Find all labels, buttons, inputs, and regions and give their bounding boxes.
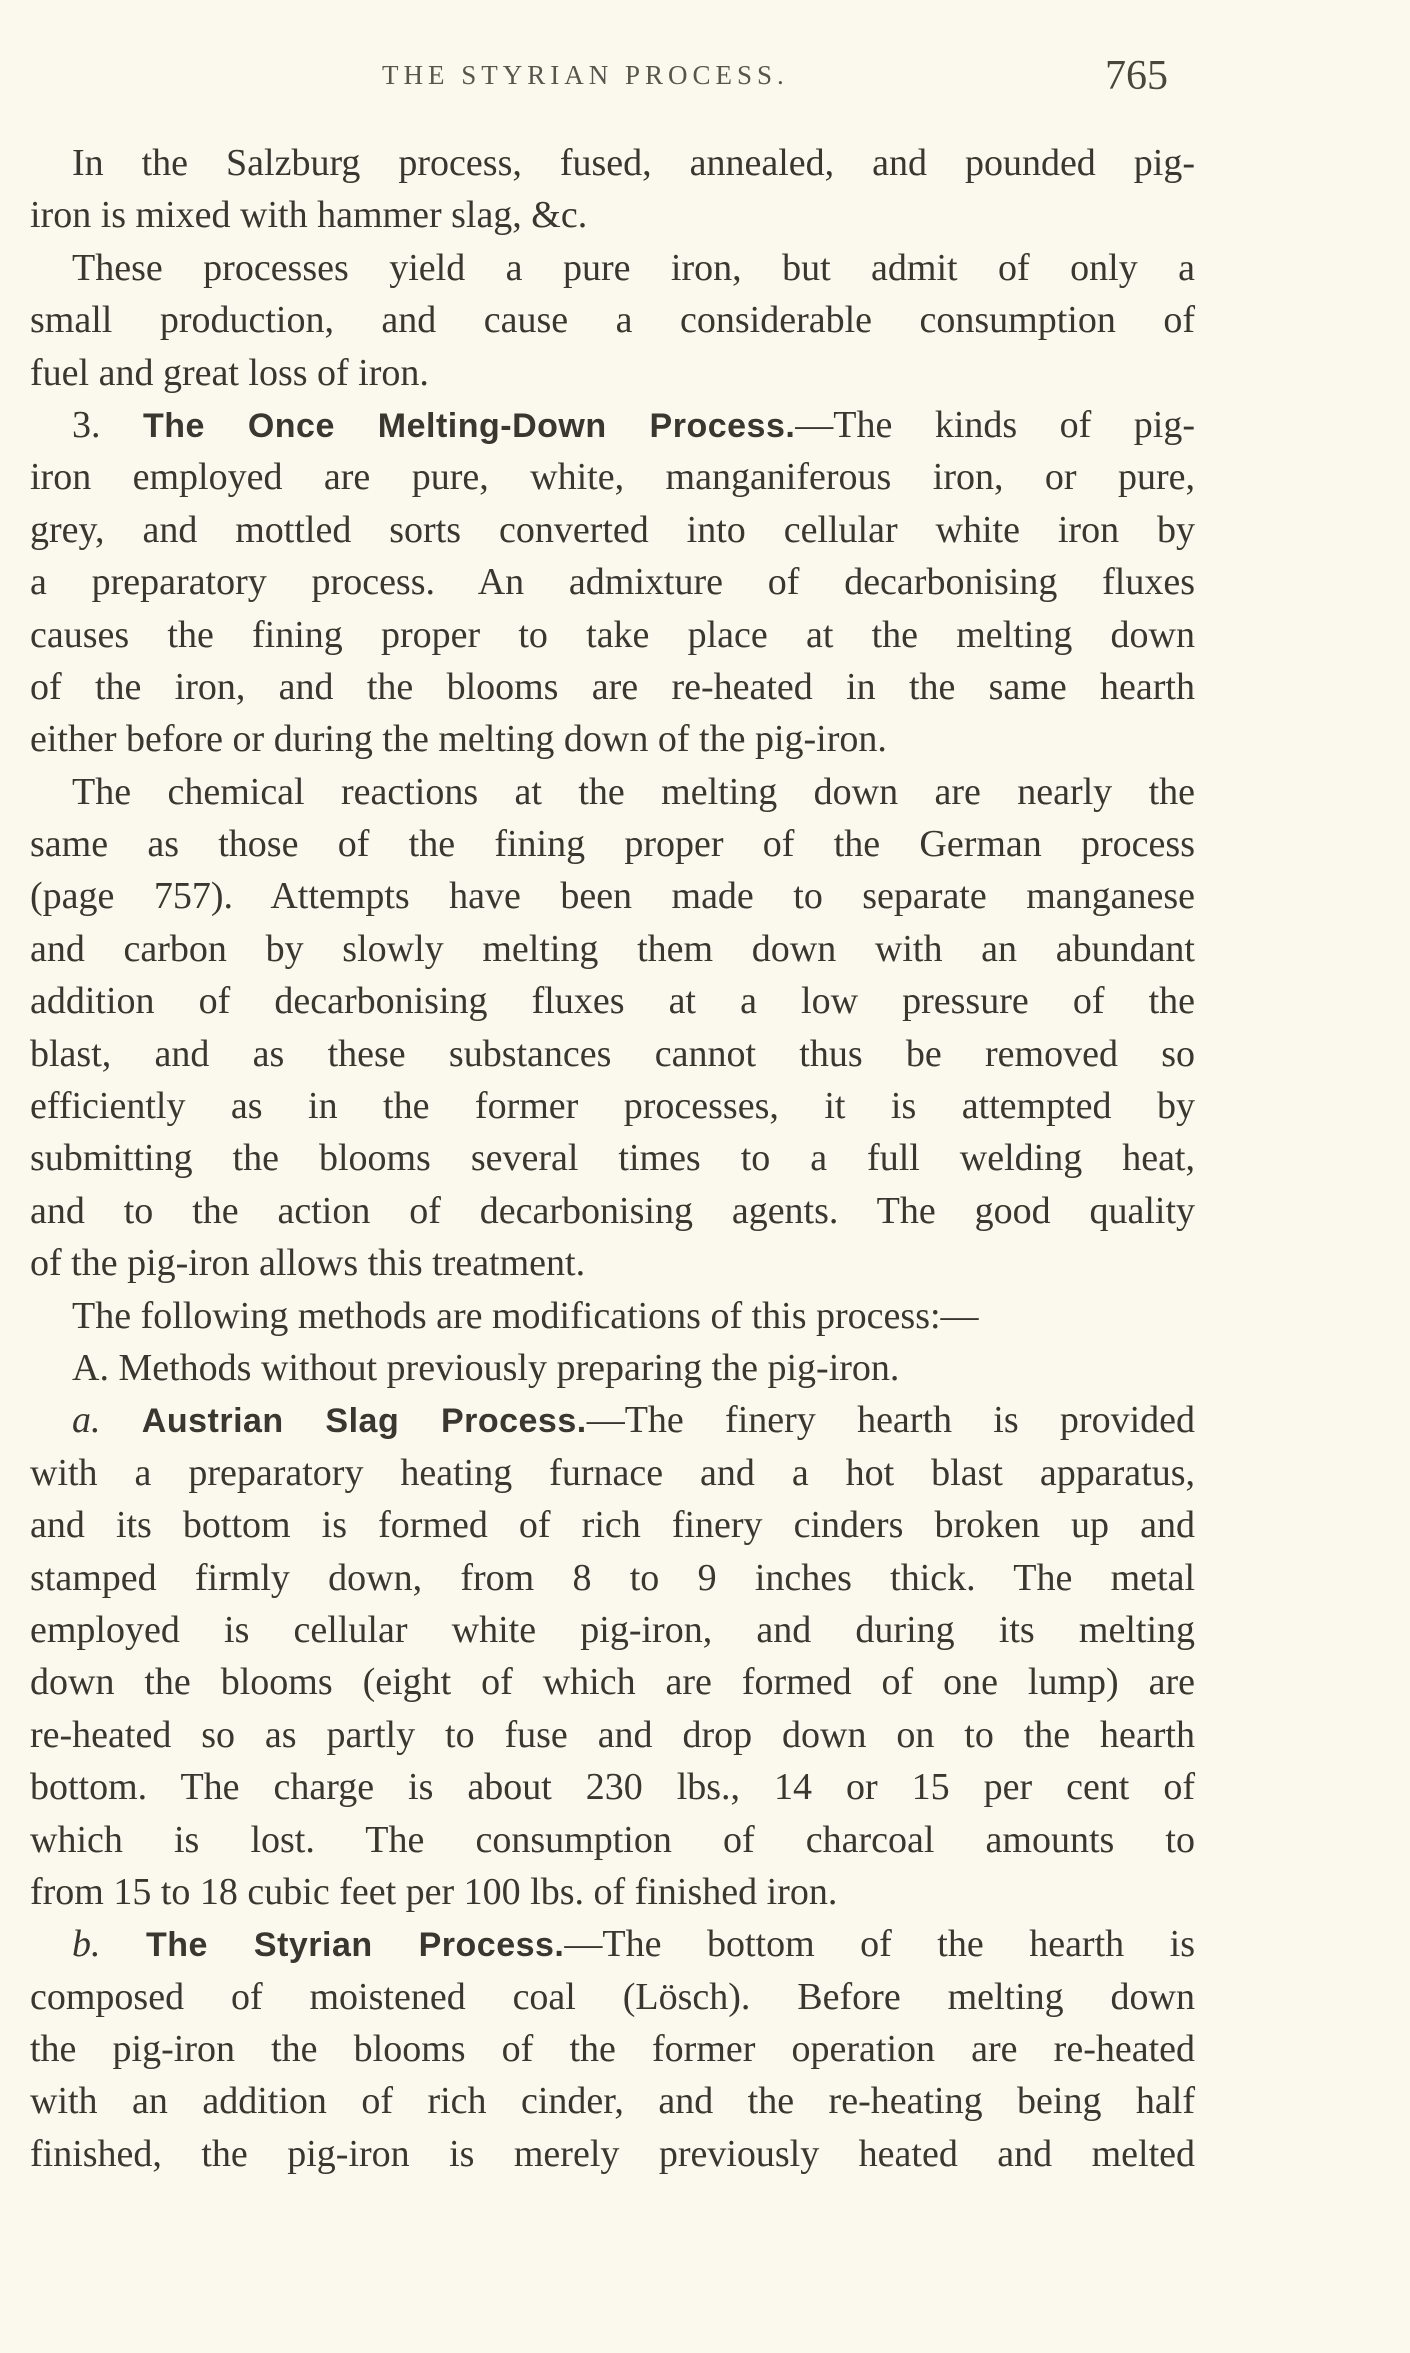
body-text — [30, 137, 1195, 2180]
text-line: stamped firmly down, from 8 to 9 inches thick. The metal — [30, 1556, 1195, 1599]
text-line: and its bottom is formed of rich finery cinders broken up and — [30, 1504, 1195, 1547]
text-line: the pig-iron the blooms of the former operation are re-heated — [30, 2028, 1195, 2071]
text-line: from 15 to 18 cubic feet per 100 lbs. of finished iron. — [30, 1870, 838, 1913]
text-line: same as those of the fining proper of the German process — [30, 823, 1195, 866]
text-run: —The bottom of the hearth is — [564, 1923, 1195, 1966]
page-number: 765 — [1105, 53, 1168, 99]
text-line: with an addition of rich cinder, and the re-heating being half — [30, 2080, 1195, 2123]
text-line: submitting the blooms several times to a full welding heat, — [30, 1137, 1195, 1180]
text-line: blast, and as these substances cannot thus be removed so — [30, 1032, 1195, 1075]
text-line: and carbon by slowly melting them down with an abundant — [30, 927, 1195, 970]
subsection-heading: Austrian Slag Process. — [141, 1402, 587, 1441]
text-line: either before or during the melting down of the pig-iron. — [30, 718, 887, 761]
section-number: 3. — [72, 403, 101, 446]
text-line: grey, and mottled sorts converted into cellular white iron by — [30, 508, 1195, 551]
text-line: These processes yield a pure iron, but admit of only a — [72, 246, 1195, 289]
subsection-heading-line — [30, 1394, 1195, 1446]
text-line: with a preparatory heating furnace and a hot blast apparatus, — [30, 1451, 1195, 1494]
text-line: finished, the pig-iron is merely previously heated and melted — [30, 2132, 1195, 2175]
subsection-letter: a. — [72, 1399, 101, 1442]
text-line: bottom. The charge is about 230 lbs., 14 or 15 per cent of — [30, 1766, 1195, 1809]
text-line: A. Methods without previously preparing the pig-iron. — [72, 1346, 900, 1389]
text-line: The following methods are modifications of this process:— — [72, 1294, 979, 1337]
text-line: and to the action of decarbonising agents. The good quality — [30, 1189, 1195, 1232]
text-run: —The kinds of pig- — [795, 403, 1195, 446]
text-line: (page 757). Attempts have been made to separate manganese — [30, 875, 1195, 918]
text-line: down the blooms (eight of which are formed of one lump) are — [30, 1661, 1195, 1704]
subsection-heading: The Styrian Process. — [146, 1926, 565, 1965]
text-line: composed of moistened coal (Lösch). Before melting down — [30, 1975, 1195, 2018]
subsection-heading-line — [30, 1918, 1195, 1970]
text-line: of the pig-iron allows this treatment. — [30, 1242, 586, 1285]
text-line: small production, and cause a considerable consumption of — [30, 299, 1195, 342]
running-title: THE STYRIAN PROCESS. — [382, 60, 789, 90]
text-line: employed is cellular white pig-iron, and during its melting — [30, 1608, 1195, 1651]
text-run: —The finery hearth is provided — [586, 1399, 1195, 1442]
text-line: fuel and great loss of iron. — [30, 351, 429, 394]
text-line: In the Salzburg process, fused, annealed, and pounded pig- — [72, 142, 1195, 184]
section-heading-line — [30, 399, 1195, 451]
text-line: of the iron, and the blooms are re-heated in the same hearth — [30, 665, 1195, 708]
text-line: causes the fining proper to take place at the melting down — [30, 613, 1195, 656]
text-line: re-heated so as partly to fuse and drop down on to the hearth — [30, 1713, 1195, 1756]
subsection-letter: b. — [72, 1923, 101, 1966]
text-line: addition of decarbonising fluxes at a low pressure of the — [30, 980, 1195, 1023]
text-line: The chemical reactions at the melting down are nearly the — [72, 770, 1195, 813]
text-line: which is lost. The consumption of charcoal amounts to — [30, 1818, 1195, 1861]
text-line: a preparatory process. An admixture of decarbonising fluxes — [30, 561, 1195, 604]
text-line: efficiently as in the former processes, it is attempted by — [30, 1085, 1195, 1128]
text-line: iron is mixed with hammer slag, &c. — [30, 194, 588, 237]
text-line: iron employed are pure, white, manganiferous iron, or pure, — [30, 456, 1195, 499]
running-head — [0, 52, 1410, 102]
section-heading: The Once Melting-Down Process. — [142, 406, 796, 445]
